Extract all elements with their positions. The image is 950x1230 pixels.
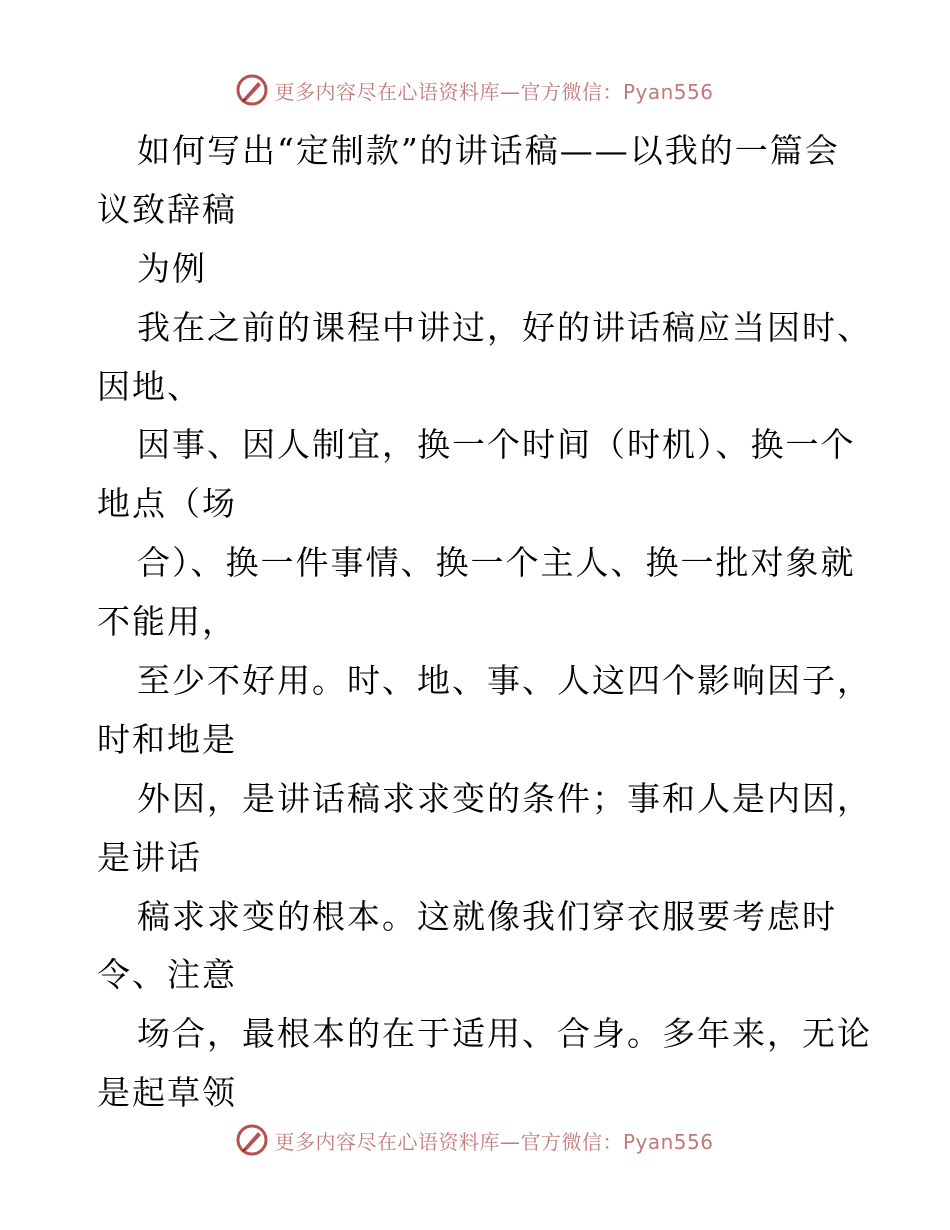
text-line: 令、注意 bbox=[97, 955, 237, 995]
text-line: 至少不好用。时、地、事、人这四个影响因子， bbox=[137, 661, 872, 701]
text-line: 为例 bbox=[137, 248, 207, 288]
document-body bbox=[97, 122, 872, 1123]
text-line: 我在之前的课程中讲过，好的讲话稿应当因时、 bbox=[137, 307, 872, 347]
text-line: 是讲话 bbox=[97, 837, 202, 877]
footer-banner-text: 更多内容尽在心语资料库—官方微信：Pyan556 bbox=[274, 1129, 714, 1154]
text-line: 合）、换一件事情、换一个主人、换一批对象就 bbox=[137, 543, 856, 583]
text-line: 如何写出“定制款”的讲话稿——以我的一篇会 bbox=[137, 131, 840, 170]
text-line: 场合，最根本的在于适用、合身。多年来，无论 bbox=[137, 1014, 872, 1054]
pen-logo-icon bbox=[236, 1124, 268, 1156]
text-line: 外因，是讲话稿求求变的条件；事和人是内因， bbox=[137, 778, 872, 818]
header-banner-text: 更多内容尽在心语资料库—官方微信：Pyan556 bbox=[274, 79, 714, 104]
text-line: 稿求求变的根本。这就像我们穿衣服要考虑时 bbox=[137, 896, 837, 936]
text-line: 地点（场 bbox=[97, 484, 237, 524]
text-line: 时和地是 bbox=[97, 719, 237, 759]
header-banner bbox=[0, 70, 950, 110]
text-line: 不能用， bbox=[97, 602, 237, 642]
text-line: 是起草领 bbox=[97, 1073, 237, 1113]
pen-logo-icon bbox=[236, 74, 268, 106]
text-line: 因事、因人制宜，换一个时间（时机）、换一个 bbox=[137, 425, 856, 465]
footer-banner bbox=[0, 1120, 950, 1160]
text-line: 因地、 bbox=[97, 366, 202, 406]
text-line: 议致辞稿 bbox=[97, 189, 237, 229]
